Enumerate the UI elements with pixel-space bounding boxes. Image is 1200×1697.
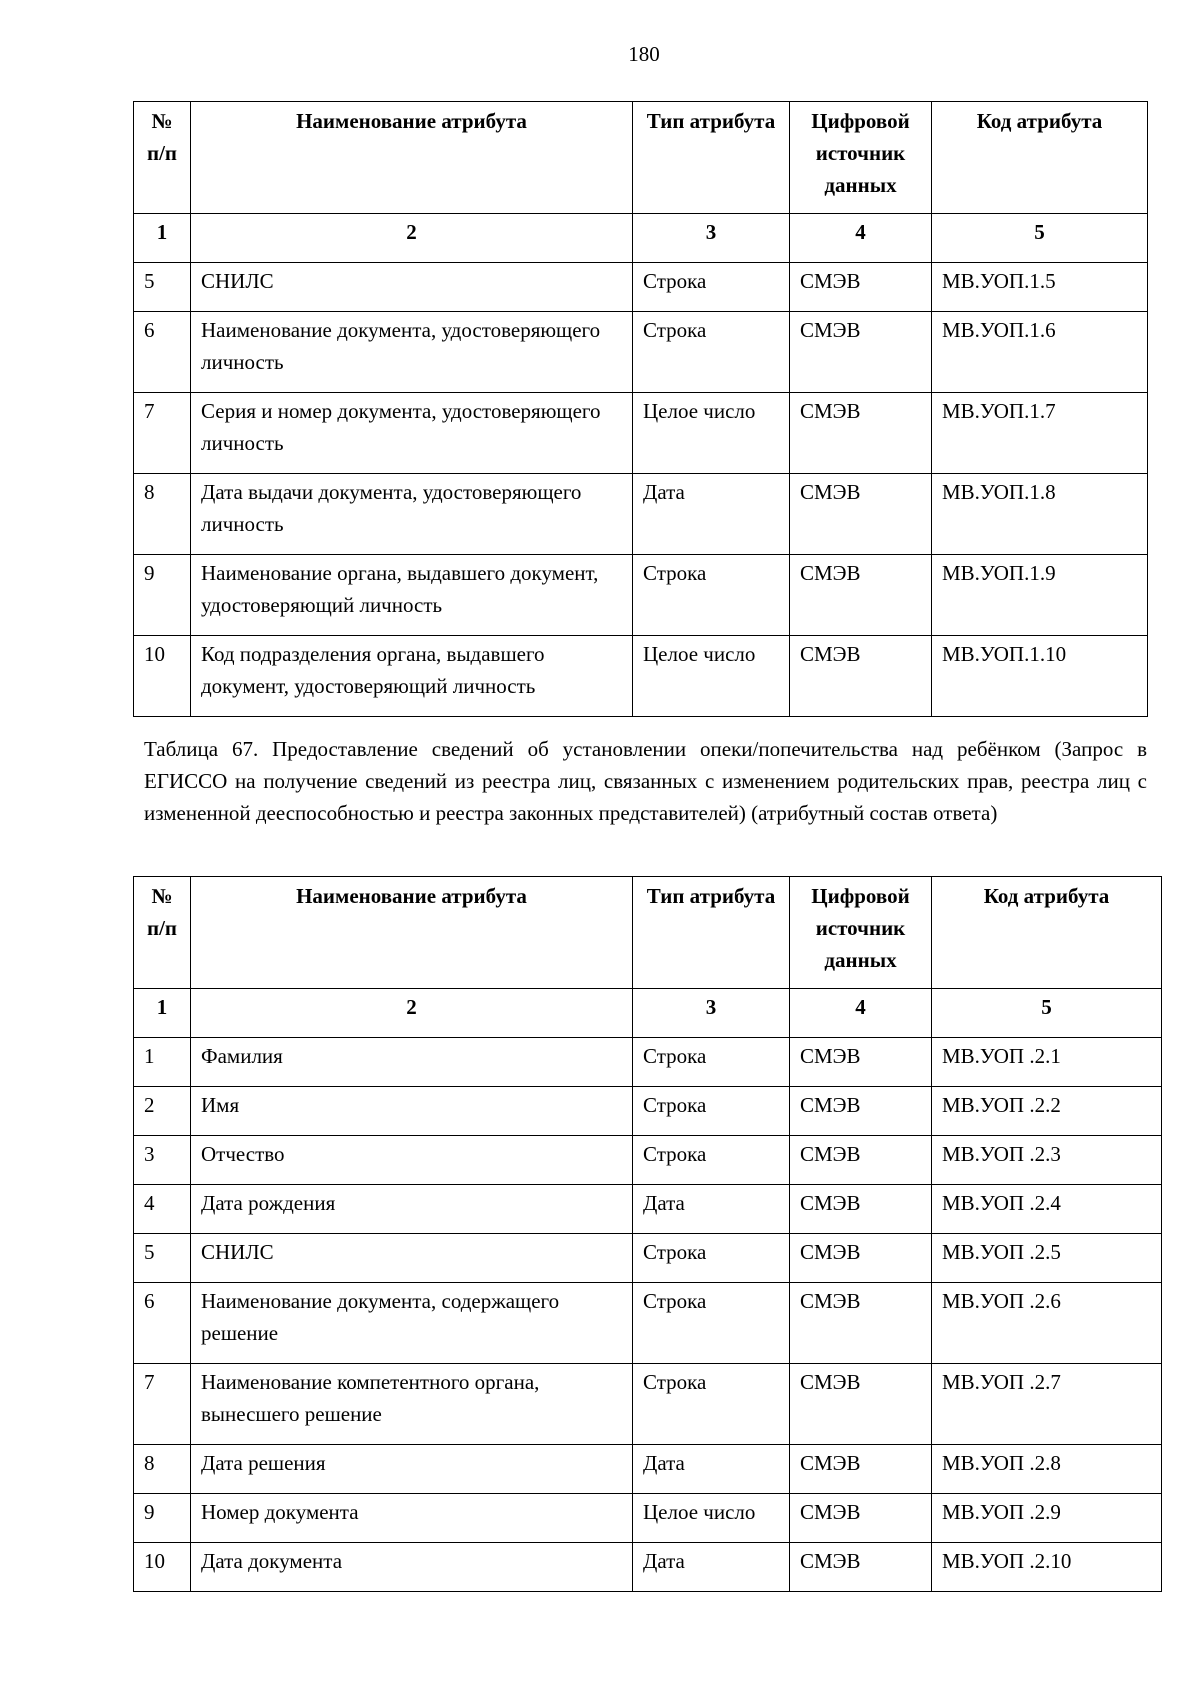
- cell-num: 10: [134, 636, 191, 717]
- cell-name: Дата решения: [191, 1445, 633, 1494]
- table-row: [134, 1543, 1162, 1592]
- header-source: Цифровой источник данных: [790, 877, 932, 989]
- cell-code: МВ.УОП .2.8: [932, 1445, 1162, 1494]
- page-number: 180: [628, 42, 660, 66]
- header-name: Наименование атрибута: [191, 877, 633, 989]
- cell-num: 9: [134, 555, 191, 636]
- cell-type: Строка: [633, 263, 790, 312]
- column-number: 3: [633, 214, 790, 263]
- cell-code: МВ.УОП .2.1: [932, 1038, 1162, 1087]
- cell-source: СМЭВ: [790, 1445, 932, 1494]
- cell-source: СМЭВ: [790, 1494, 932, 1543]
- cell-type: Целое число: [633, 1494, 790, 1543]
- cell-num: 7: [134, 1364, 191, 1445]
- header-num: № п/п: [134, 877, 191, 989]
- cell-name: Имя: [191, 1087, 633, 1136]
- cell-type: Строка: [633, 1234, 790, 1283]
- table-row: [134, 1494, 1162, 1543]
- cell-code: МВ.УОП.1.9: [932, 555, 1148, 636]
- column-number: 1: [134, 214, 191, 263]
- table-row: [134, 1087, 1162, 1136]
- table-row: [134, 1136, 1162, 1185]
- column-number: 1: [134, 989, 191, 1038]
- cell-type: Строка: [633, 1364, 790, 1445]
- cell-type: Дата: [633, 1185, 790, 1234]
- table-row: [134, 393, 1148, 474]
- cell-code: МВ.УОП .2.4: [932, 1185, 1162, 1234]
- cell-code: МВ.УОП .2.3: [932, 1136, 1162, 1185]
- cell-num: 5: [134, 1234, 191, 1283]
- table-row: [134, 474, 1148, 555]
- cell-code: МВ.УОП .2.5: [932, 1234, 1162, 1283]
- cell-name: Серия и номер документа, удостоверяющего личность: [191, 393, 633, 474]
- cell-source: СМЭВ: [790, 1038, 932, 1087]
- table-header-row: [134, 877, 1162, 989]
- header-type: Тип атрибута: [633, 877, 790, 989]
- cell-type: Строка: [633, 312, 790, 393]
- cell-code: МВ.УОП .2.7: [932, 1364, 1162, 1445]
- cell-source: СМЭВ: [790, 1136, 932, 1185]
- cell-source: СМЭВ: [790, 1543, 932, 1592]
- cell-type: Строка: [633, 1038, 790, 1087]
- cell-num: 8: [134, 474, 191, 555]
- cell-source: СМЭВ: [790, 312, 932, 393]
- column-number: 2: [191, 214, 633, 263]
- table1-body: [134, 263, 1148, 717]
- cell-num: 6: [134, 1283, 191, 1364]
- cell-type: Строка: [633, 1087, 790, 1136]
- table-row: [134, 1185, 1162, 1234]
- cell-num: 9: [134, 1494, 191, 1543]
- cell-type: Строка: [633, 555, 790, 636]
- cell-name: СНИЛС: [191, 263, 633, 312]
- cell-num: 5: [134, 263, 191, 312]
- table-row: [134, 1234, 1162, 1283]
- attributes-table-67: [133, 876, 1162, 1592]
- cell-name: Дата документа: [191, 1543, 633, 1592]
- cell-code: МВ.УОП.1.6: [932, 312, 1148, 393]
- table-row: [134, 636, 1148, 717]
- column-number: 2: [191, 989, 633, 1038]
- column-number: 3: [633, 989, 790, 1038]
- cell-name: Номер документа: [191, 1494, 633, 1543]
- cell-source: СМЭВ: [790, 1364, 932, 1445]
- cell-num: 4: [134, 1185, 191, 1234]
- cell-source: СМЭВ: [790, 474, 932, 555]
- cell-name: Наименование документа, удостоверяющего личность: [191, 312, 633, 393]
- cell-type: Целое число: [633, 636, 790, 717]
- table2-body: [134, 1038, 1162, 1592]
- cell-code: МВ.УОП .2.9: [932, 1494, 1162, 1543]
- cell-type: Целое число: [633, 393, 790, 474]
- table-row: [134, 312, 1148, 393]
- column-number: 5: [932, 989, 1162, 1038]
- cell-code: МВ.УОП .2.6: [932, 1283, 1162, 1364]
- table-row: [134, 1364, 1162, 1445]
- attributes-table-continued: [133, 101, 1148, 717]
- cell-type: Дата: [633, 1543, 790, 1592]
- table-row: [134, 263, 1148, 312]
- cell-num: 3: [134, 1136, 191, 1185]
- header-name: Наименование атрибута: [191, 102, 633, 214]
- table-row: [134, 1445, 1162, 1494]
- header-code: Код атрибута: [932, 877, 1162, 989]
- cell-num: 2: [134, 1087, 191, 1136]
- cell-name: Наименование документа, содержащего решение: [191, 1283, 633, 1364]
- table-caption: Таблица 67. Предоставление сведений об установлении опеки/попечительства над ребёнком (Запрос в ЕГИССО на получение сведений из реестра лиц, связанных с изменением родительских прав, реестра лиц с измененной дееспособностью и реестра законных представителей) (атрибутный состав ответа): [144, 737, 1147, 825]
- cell-num: 10: [134, 1543, 191, 1592]
- cell-code: МВ.УОП .2.10: [932, 1543, 1162, 1592]
- cell-code: МВ.УОП.1.8: [932, 474, 1148, 555]
- column-number: 4: [790, 214, 932, 263]
- cell-num: 1: [134, 1038, 191, 1087]
- cell-type: Строка: [633, 1136, 790, 1185]
- cell-type: Строка: [633, 1283, 790, 1364]
- cell-source: СМЭВ: [790, 393, 932, 474]
- header-source: Цифровой источник данных: [790, 102, 932, 214]
- column-number: 5: [932, 214, 1148, 263]
- cell-num: 6: [134, 312, 191, 393]
- cell-type: Дата: [633, 474, 790, 555]
- table-header-row: [134, 102, 1148, 214]
- header-num: № п/п: [134, 102, 191, 214]
- cell-code: МВ.УОП.1.7: [932, 393, 1148, 474]
- cell-source: СМЭВ: [790, 263, 932, 312]
- table-row: [134, 555, 1148, 636]
- cell-name: Фамилия: [191, 1038, 633, 1087]
- cell-source: СМЭВ: [790, 1185, 932, 1234]
- cell-source: СМЭВ: [790, 636, 932, 717]
- cell-source: СМЭВ: [790, 1087, 932, 1136]
- table-row: [134, 1038, 1162, 1087]
- column-numbers-row: [134, 989, 1162, 1038]
- cell-name: СНИЛС: [191, 1234, 633, 1283]
- cell-source: СМЭВ: [790, 1283, 932, 1364]
- header-type: Тип атрибута: [633, 102, 790, 214]
- cell-name: Отчество: [191, 1136, 633, 1185]
- cell-source: СМЭВ: [790, 555, 932, 636]
- table-row: [134, 1283, 1162, 1364]
- header-code: Код атрибута: [932, 102, 1148, 214]
- cell-name: Наименование компетентного органа, вынесшего решение: [191, 1364, 633, 1445]
- cell-num: 8: [134, 1445, 191, 1494]
- cell-source: СМЭВ: [790, 1234, 932, 1283]
- cell-name: Код подразделения органа, выдавшего документ, удостоверяющий личность: [191, 636, 633, 717]
- column-numbers-row: [134, 214, 1148, 263]
- column-number: 4: [790, 989, 932, 1038]
- cell-name: Дата рождения: [191, 1185, 633, 1234]
- cell-code: МВ.УОП .2.2: [932, 1087, 1162, 1136]
- cell-name: Дата выдачи документа, удостоверяющего личность: [191, 474, 633, 555]
- cell-code: МВ.УОП.1.5: [932, 263, 1148, 312]
- cell-code: МВ.УОП.1.10: [932, 636, 1148, 717]
- cell-name: Наименование органа, выдавшего документ, удостоверяющий личность: [191, 555, 633, 636]
- cell-num: 7: [134, 393, 191, 474]
- cell-type: Дата: [633, 1445, 790, 1494]
